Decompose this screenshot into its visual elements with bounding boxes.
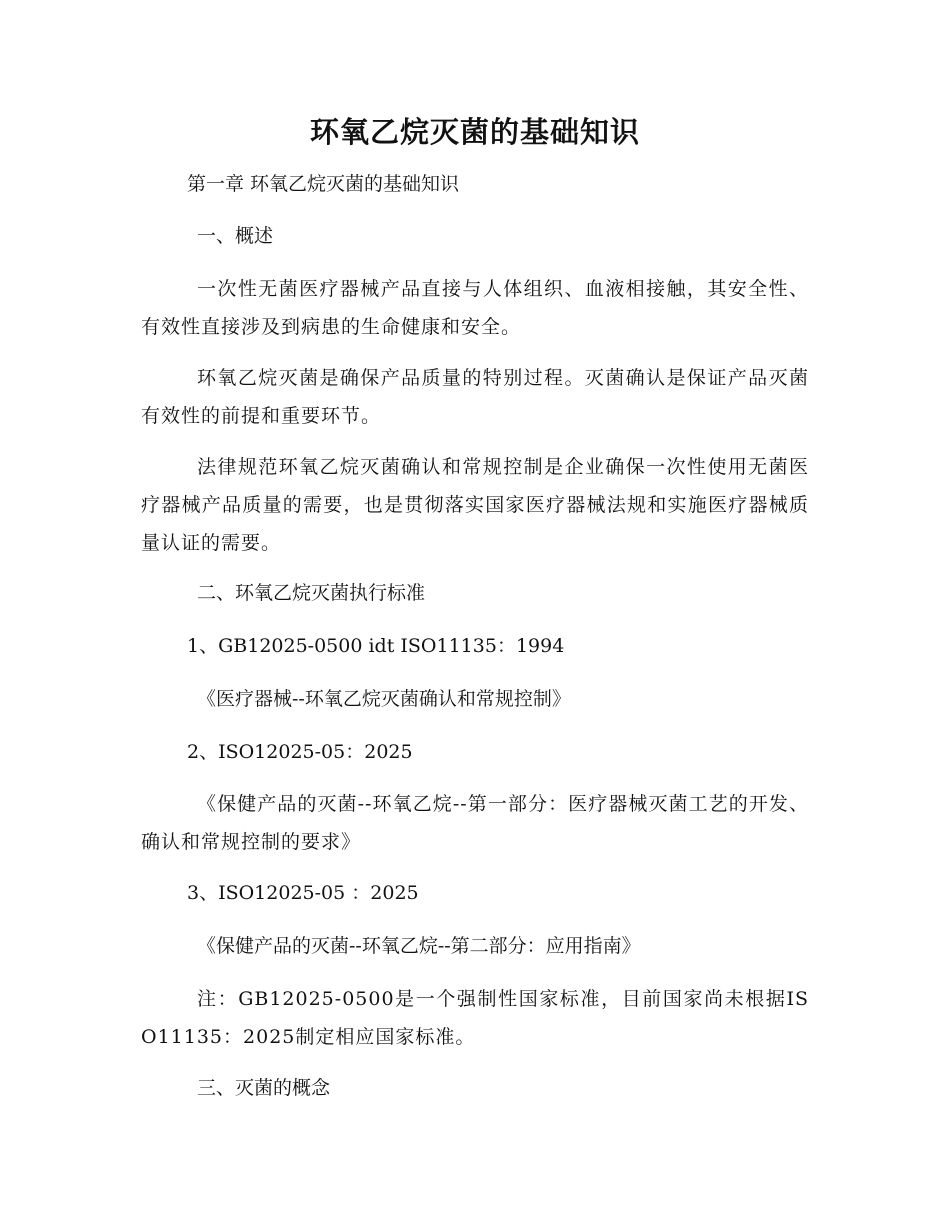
paragraph-safety: 一次性无菌医疗器械产品直接与人体组织、血液相接触，其安全性、有效性直接涉及到病患的生命健康和安全。 bbox=[141, 278, 809, 338]
standard-1-title: 《医疗器械--环氧乙烷灭菌确认和常规控制》 bbox=[197, 688, 571, 710]
paragraph-sterilization-process: 环氧乙烷灭菌是确保产品质量的特别过程。灭菌确认是保证产品灭菌有效性的前提和重要环节。 bbox=[141, 367, 809, 427]
section-heading-overview: 一、概述 bbox=[197, 225, 274, 247]
chapter-heading: 第一章 环氧乙烷灭菌的基础知识 bbox=[187, 173, 460, 195]
standard-2-title: 《保健产品的灭菌--环氧乙烷--第一部分：医疗器械灭菌工艺的开发、确认和常规控制的要求》 bbox=[141, 793, 809, 853]
paragraph-regulation: 法律规范环氧乙烷灭菌确认和常规控制是企业确保一次性使用无菌医疗器械产品质量的需要，也是贯彻落实国家医疗器械法规和实施医疗器械质量认证的需要。 bbox=[141, 456, 809, 554]
standard-3-title: 《保健产品的灭菌--环氧乙烷--第二部分：应用指南》 bbox=[197, 935, 641, 957]
standard-1-id: 1、GB12025-0500 idt ISO11135：1994 bbox=[187, 635, 565, 657]
note-paragraph: 注：GB12025-0500是一个强制性国家标准，目前国家尚未根据ISO11135：2025制定相应国家标准。 bbox=[141, 988, 809, 1048]
section-heading-concept: 三、灭菌的概念 bbox=[197, 1077, 331, 1099]
standard-2-id: 2、ISO12025-05：2025 bbox=[187, 741, 413, 763]
section-heading-standards: 二、环氧乙烷灭菌执行标准 bbox=[197, 582, 426, 604]
document-title: 环氧乙烷灭菌的基础知识 bbox=[309, 115, 640, 149]
standard-3-id: 3、ISO12025-05 ：2025 bbox=[187, 882, 419, 904]
